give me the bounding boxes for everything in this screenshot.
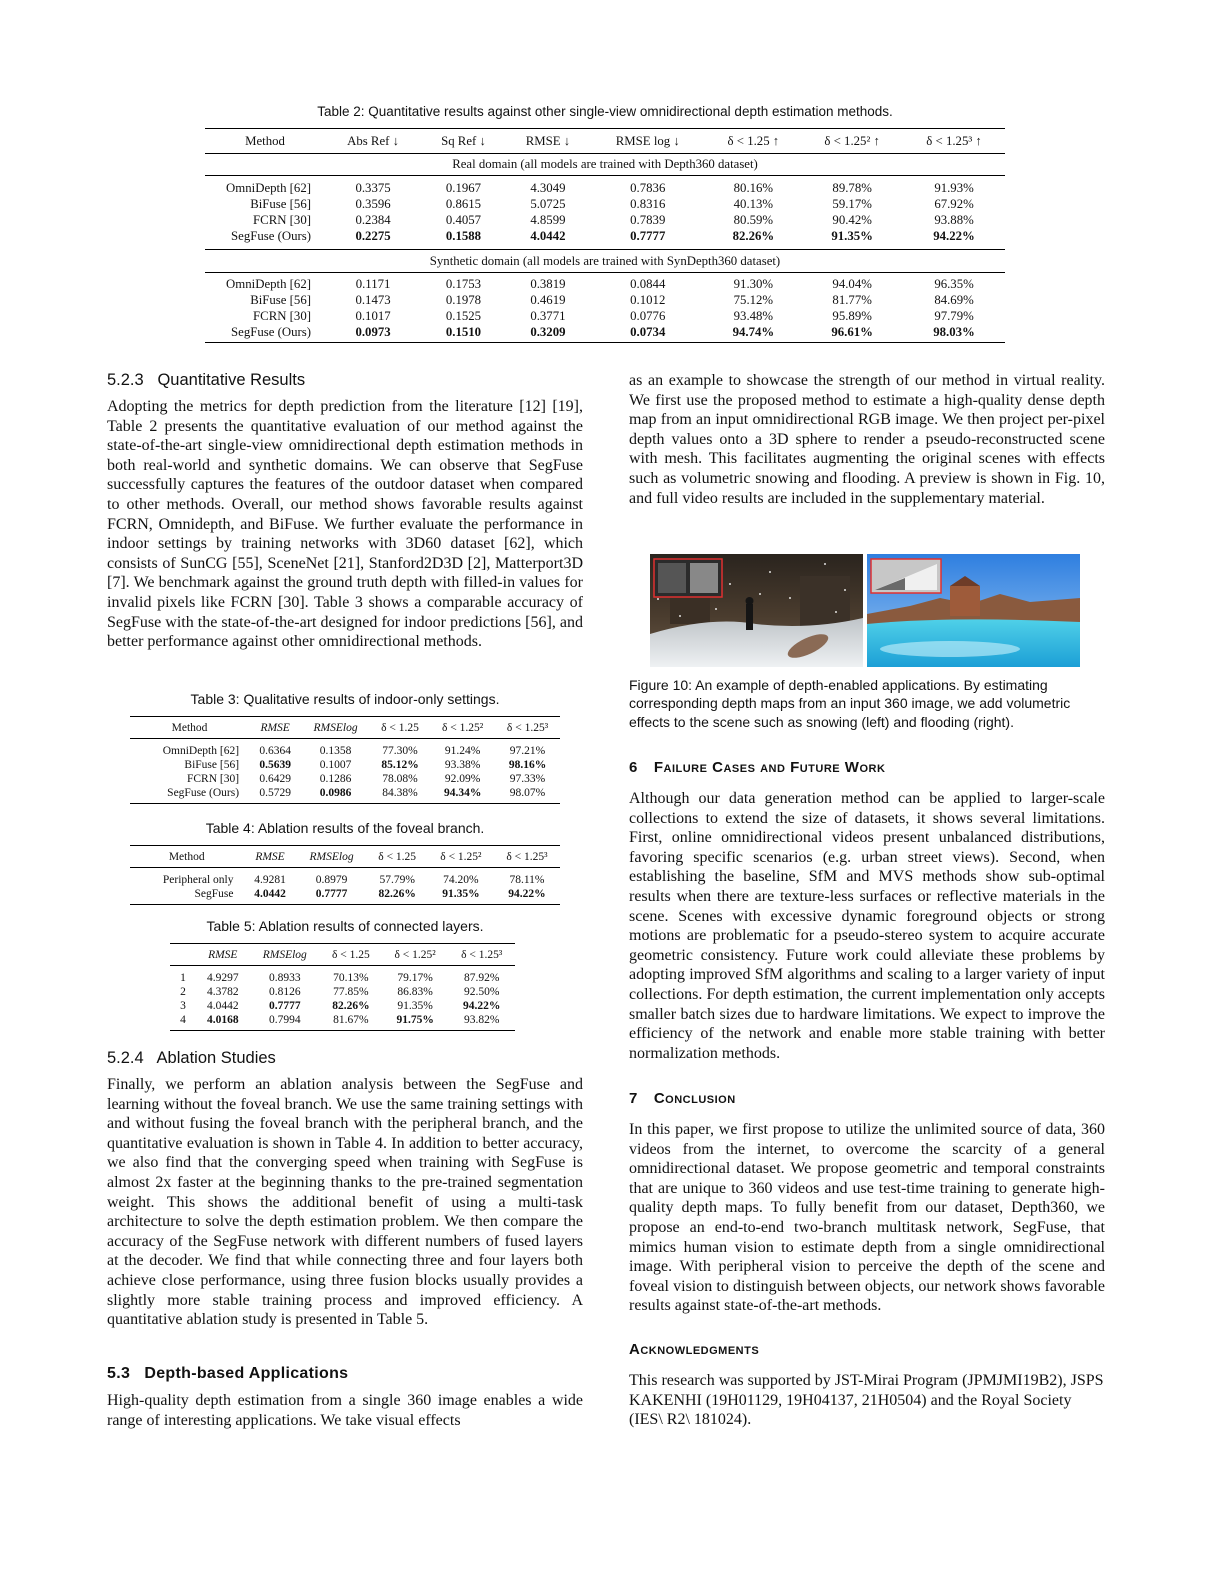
table-row: 1 4.9297 0.8933 70.13% 79.17% 87.92% [170, 966, 515, 986]
section-5-2-3-body: Adopting the metrics for depth prediction from the literature [12] [19], Table 2 presents the quantitative evaluation of our method against the state-of-the-art single-view omnidirectional depth estimation methods in both real-world and synthetic domains. We can observe that SegFuse successfully captures the features of the outdoor dataset when compared to other methods. Overall, our method shows favorable results against FCRN, Omnidepth, and BiFuse. We further evaluate the performance in indoor settings by training networks with 3D60 dataset [62], which consists of SunCG [55], SceneNet [21], Stanford2D3D [2], Matterport3D [7]. We benchmark against the ground truth depth with filled-in values for invalid pixels like FCRN [30]. Table 3 shows a comparable accuracy of SegFuse with the state-of-the-art designed for indoor predictions [56], and better performance against other omnidirectional methods. [107, 398, 583, 651]
section-5-3-body-right: as an example to showcase the strength of our method in virtual reality. We first use the proposed method to estimate a high-quality dense depth map from an input omnidirectional RGB image. We then project per-pixel depth values onto a 3D sphere to render a pseudo-reconstructed scene with mesh. This facilitates augmenting the original scenes with effects such as volumetric snowing and flooding. A preview is shown in Fig. 10, and full video results are included in the supplementary material. [629, 372, 1105, 507]
section-6-number: 6 [629, 759, 638, 776]
table2-header-cell: δ < 1.25 ↑ [706, 129, 802, 154]
section-5-2-3-heading: 5.2.3 Quantitative Results [107, 371, 306, 389]
table4-header-cell: δ < 1.25³ [494, 846, 560, 868]
table-row: Peripheral only 4.9281 0.8979 57.79% 74.20% 78.11% [130, 868, 560, 888]
table3-header-cell: δ < 1.25 [370, 717, 430, 739]
table5 [170, 943, 515, 1031]
table-row: FCRN [30] 0.6429 0.1286 78.08% 92.09% 97.33% [186, 773, 546, 785]
table2-synthetic-domain-label: Synthetic domain (all models are trained with SynDepth360 dataset) [205, 249, 1005, 272]
snowing-scene-image [650, 554, 863, 667]
table5-header-cell: δ < 1.25² [382, 944, 449, 966]
table2-header-cell: Method [205, 129, 325, 154]
table2-header-cell: RMSE log ↓ [590, 129, 706, 154]
table5-header-row [170, 944, 515, 966]
table-row: SegFuse (Ours) 0.2275 0.1588 4.0442 0.7777 82.26% 91.35% 94.22% [231, 228, 975, 243]
table-row: SegFuse (Ours) 0.0973 0.1510 0.3209 0.0734 94.74% 96.61% 98.03% [205, 324, 1005, 343]
table4-caption: Table 4: Ablation results of the foveal branch. [205, 820, 485, 836]
figure10-caption: Figure 10: An example of depth-enabled applications. By estimating corresponding depth maps from an input 360 image, we add volumetric effects to the scene such as snowing (left) and flooding (right). [629, 677, 1071, 730]
table5-header-cell: RMSElog [250, 944, 320, 966]
section-6-heading [629, 759, 885, 776]
section-7-heading [629, 1090, 736, 1107]
table4-header-cell: RMSE [243, 846, 296, 868]
section-5-3-body-left: High-quality depth estimation from a single 360 image enables a wide range of interesting applications. We take visual effects [107, 1392, 583, 1429]
table3-header-cell: RMSE [249, 717, 301, 739]
table3-header-row [130, 717, 560, 739]
table-row: OmniDepth [62] 0.1171 0.1753 0.3819 0.0844 91.30% 94.04% 96.35% [226, 277, 974, 291]
table4 [130, 845, 560, 905]
table5-header-cell: RMSE [196, 944, 250, 966]
section-7-body: In this paper, we first propose to utilize the unlimited source of data, 360 videos from the internet, to overcome the scarcity of a general omnidirectional dataset. We propose geometric and temporal constraints that are unique to 360 videos and use test-time training to generate high-quality depth maps. To fully benefit from our dataset, Depth360, we propose an end-to-end two-branch multitask network, SegFuse, that mimics human vision to estimate depth from a single omnidirectional image. With peripheral vision to perceive the depth of the scene and foveal vision to distinguish between objects, our network shows favorable results against state-of-the-art methods. [629, 1121, 1105, 1315]
table5-caption: Table 5: Ablation results of connected layers. [206, 918, 484, 934]
table3-header-cell: δ < 1.25³ [495, 717, 560, 739]
table5-header-cell: δ < 1.25 [320, 944, 382, 966]
section-6-title: Failure Cases and Future Work [653, 759, 886, 776]
flooding-scene-image [867, 554, 1080, 667]
table-row: BiFuse [56] 0.1473 0.1978 0.4619 0.1012 75.12% 81.77% 84.69% [250, 293, 974, 307]
table2-header-row [205, 129, 1005, 154]
section-6-body: Although our data generation method can be applied to larger-scale collections to extend the size of datasets, it shows several limitations. First, online omnidirectional videos present unbalanced distributions, favoring specific scenarios (e.g. urban street views). Second, when establishing the baseline, SfM and MVS methods show sub-optimal results when there are texture-less surfaces or reflective materials in the scene. Scenes with excessive dynamic foreground objects or strong motions are problematic for a pseudo-stereo system to acquire accurate geometric consistency. Future work could alleviate these problems by adopting improved SfM algorithms and scaling to a larger variety of input collections. For depth estimation, the current implementation only accepts smaller batch sizes due to hardware limitations. We expect to improve the efficiency of the network and enable more stable training with better normalization methods. [629, 790, 1105, 1062]
table4-header-cell: RMSElog [297, 846, 367, 868]
section-5-2-4-body: Finally, we perform an ablation analysis between the SegFuse and learning without the foveal branch. We use the same training settings with and without fusing the foveal branch with the peripheral branch, and the quantitative evaluation is shown in Table 4. In addition to better accuracy, we also find that the converging speed when training with SegFuse is almost 2x faster at the beginning thanks to the pre-trained segmentation weight. This shows the additional benefit of using a multi-task architecture to solve the depth estimation problem. We then compare the accuracy of the SegFuse network with different numbers of fused layers at the decoder. We find that while connecting three and four layers both achieve close performance, using three fusion blocks usually provides a slightly more stable training process and improved efficiency. A quantitative ablation study is presented in Table 5. [107, 1076, 583, 1329]
table4-header-cell: δ < 1.25² [428, 846, 494, 868]
table3-header-cell: Method [130, 717, 249, 739]
table-row: FCRN [30] 0.1017 0.1525 0.3771 0.0776 93.48% 95.89% 97.79% [253, 309, 974, 323]
figure10-images [650, 554, 1080, 667]
table2-header-cell: Abs Ref ↓ [325, 129, 421, 154]
table-row: SegFuse (Ours) 0.5729 0.0986 84.38% 94.34% 98.07% [130, 786, 560, 804]
table3 [130, 716, 560, 804]
table-row: OmniDepth [62] 0.3375 0.1967 4.3049 0.7836 80.16% 89.78% 91.93% [226, 180, 974, 195]
table2 [205, 128, 1005, 343]
table2-header-cell: δ < 1.25³ ↑ [903, 129, 1005, 154]
table-row: 4 4.0168 0.7994 81.67% 91.75% 93.82% [170, 1013, 515, 1031]
table4-header-cell: Method [130, 846, 243, 868]
acknowledgments-heading: Acknowledgments [629, 1341, 760, 1358]
table3-header-cell: RMSElog [301, 717, 370, 739]
table-row: SegFuse 4.0442 0.7777 82.26% 91.35% 94.22% [130, 887, 560, 905]
table3-header-cell: δ < 1.25² [430, 717, 495, 739]
section-7-title: Conclusion [653, 1090, 736, 1107]
acknowledgments-body: This research was supported by JST-Mirai Program (JPMJMI19B2), JSPS KAKENHI (19H01129, 19H04137, 21H0504) and the Royal Society (IES\ R2\ 181024). [629, 1372, 1104, 1429]
section-7-number: 7 [629, 1090, 638, 1107]
table-row: BiFuse [56] 0.3596 0.8615 5.0725 0.8316 40.13% 59.17% 67.92% [250, 196, 974, 211]
table-row: 3 4.0442 0.7777 82.26% 91.35% 94.22% [180, 1000, 501, 1012]
table3-caption: Table 3: Qualitative results of indoor-only settings. [190, 691, 500, 707]
table2-real-domain-label: Real domain (all models are trained with Depth360 dataset) [205, 154, 1005, 176]
figure10 [650, 554, 1080, 667]
table-row: 2 4.3782 0.8126 77.85% 86.83% 92.50% [180, 986, 500, 998]
section-5-3-heading: 5.3 Depth-based Applications [107, 1365, 349, 1382]
table2-header-cell: δ < 1.25² ↑ [801, 129, 903, 154]
table5-header-cell [170, 944, 196, 966]
table4-header-row [130, 846, 560, 868]
table2-header-cell: RMSE ↓ [506, 129, 590, 154]
table2-header-cell: Sq Ref ↓ [421, 129, 506, 154]
table4-header-cell: δ < 1.25 [366, 846, 427, 868]
table-row: FCRN [30] 0.2384 0.4057 4.8599 0.7839 80.59% 90.42% 93.88% [253, 212, 974, 227]
table-row: BiFuse [56] 0.5639 0.1007 85.12% 93.38% 98.16% [184, 759, 547, 771]
table5-header-cell: δ < 1.25³ [448, 944, 515, 966]
section-5-2-4-heading: 5.2.4 Ablation Studies [107, 1049, 276, 1067]
table2-caption: Table 2: Quantitative results against other single-view omnidirectional depth estimation methods. [317, 104, 893, 119]
table-row: OmniDepth [62] 0.6364 0.1358 77.30% 91.24% 97.21% [130, 739, 560, 759]
